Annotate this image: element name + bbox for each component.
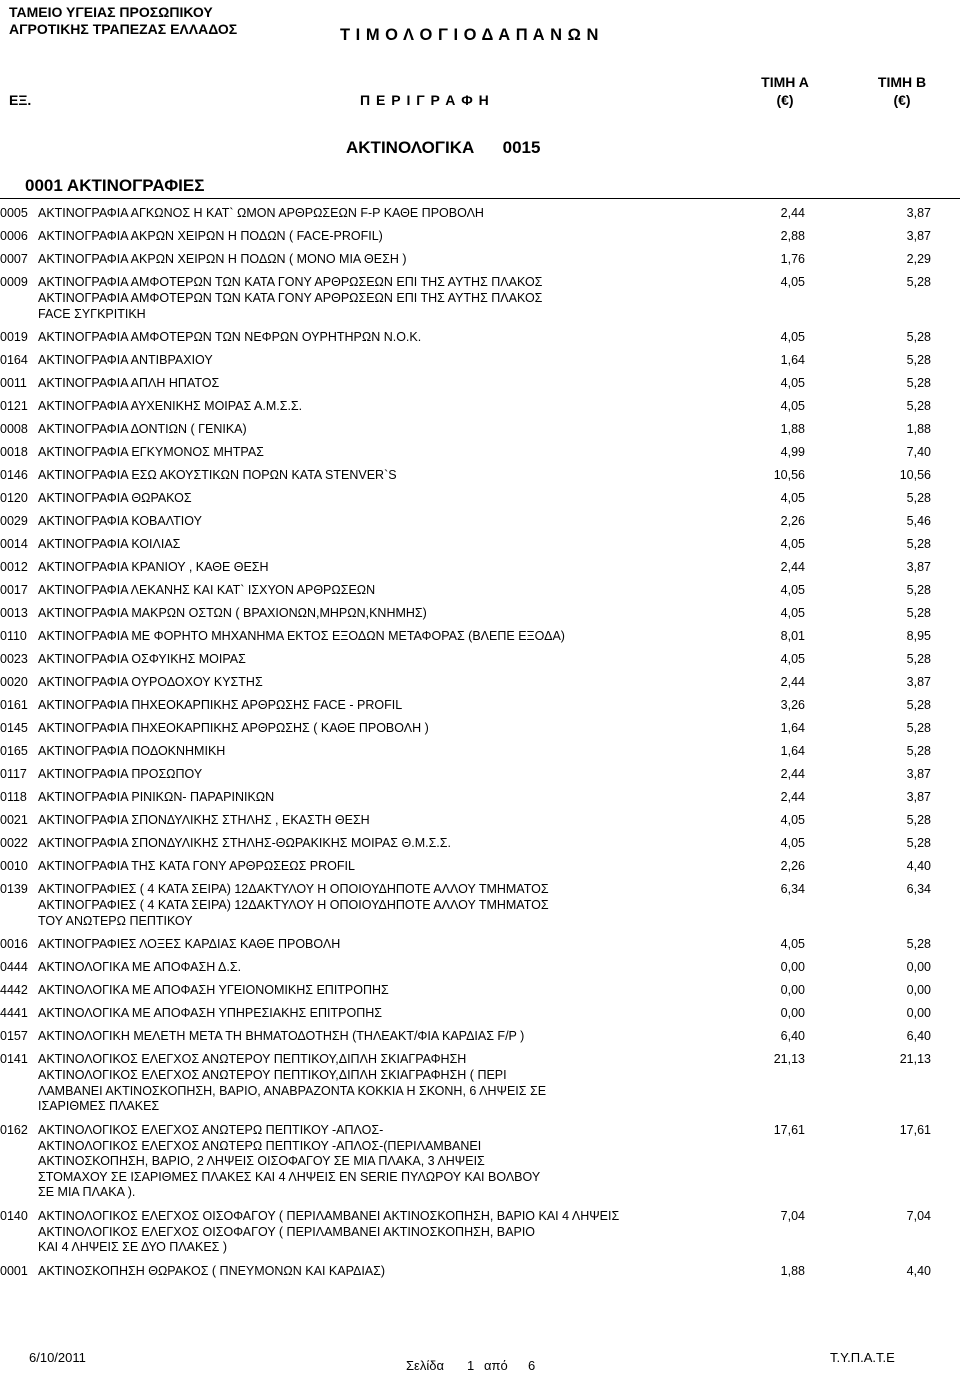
- item-code: 0165: [0, 744, 28, 758]
- item-price-a: 2,26: [780, 859, 805, 873]
- item-price-b: 5,28: [906, 937, 931, 951]
- item-price-a: 4,05: [780, 583, 805, 597]
- item-price-b: 10,56: [899, 468, 931, 482]
- item-price-a: 21,13: [773, 1052, 805, 1066]
- item-price-b: 7,40: [906, 445, 931, 459]
- item-price-a: 0,00: [780, 1006, 805, 1020]
- item-price-a: 4,05: [780, 937, 805, 951]
- item-price-a: 2,44: [780, 675, 805, 689]
- item-price-b: 0,00: [906, 983, 931, 997]
- column-header-code: ΕΞ.: [9, 92, 32, 108]
- item-price-a: 6,40: [780, 1029, 805, 1043]
- item-description: ΑΚΤΙΝΟΓΡΑΦΙΑ ΑΚΡΩΝ ΧΕΙΡΩΝ Η ΠΟΔΩΝ ( ΜΟΝΟ ΜΙΑ ΘΕΣΗ ): [38, 252, 407, 266]
- item-code: 0013: [0, 606, 28, 620]
- item-price-b: 5,28: [906, 376, 931, 390]
- item-price-b: 4,40: [906, 859, 931, 873]
- item-price-a: 0,00: [780, 983, 805, 997]
- item-price-a: 4,05: [780, 652, 805, 666]
- footer-page-of: από: [484, 1358, 508, 1373]
- item-extended-description: ΑΚΤΙΝΟΓΡΑΦΙΕΣ ( 4 ΚΑΤΑ ΣΕΙΡΑ) 12ΔΑΚΤΥΛΟΥ Η ΟΠΟΙΟΥΔΗΠΟΤΕ ΑΛΛΟΥ ΤΜΗΜΑΤΟΣ: [38, 898, 549, 912]
- item-code: 0006: [0, 229, 28, 243]
- item-price-a: 1,64: [780, 353, 805, 367]
- item-price-a: 4,05: [780, 813, 805, 827]
- item-description: ΑΚΤΙΝΟΓΡΑΦΙΑ ΑΠΛΗ ΗΠΑΤΟΣ: [38, 376, 220, 390]
- item-code: 0016: [0, 937, 28, 951]
- org-name-line-1: ΤΑΜΕΙΟ ΥΓΕΙΑΣ ΠΡΟΣΩΠΙΚΟΥ: [9, 4, 213, 20]
- item-price-b: 7,04: [906, 1208, 931, 1223]
- item-description: ΑΚΤΙΝΟΛΟΓΙΚΟΣ ΕΛΕΓΧΟΣ ΑΝΩΤΕΡΟΥ ΠΕΠΤΙΚΟΥ,ΔΙΠΛΗ ΣΚΙΑΓΡΑΦΗΣΗ: [38, 1052, 467, 1066]
- item-code: 0009: [0, 275, 28, 289]
- item-description: ΑΚΤΙΝΟΓΡΑΦΙΑ ΠΗΧΕΟΚΑΡΠΙΚΗΣ ΑΡΘΡΩΣΗΣ ( ΚΑΘΕ ΠΡΟΒΟΛΗ ): [38, 721, 429, 735]
- item-code: 0139: [0, 882, 28, 896]
- item-price-b: 5,28: [906, 836, 931, 850]
- item-price-b: 5,28: [906, 537, 931, 551]
- item-price-b: 3,87: [906, 206, 931, 220]
- item-description: ΑΚΤΙΝΟΓΡΑΦΙΑ ΠΗΧΕΟΚΑΡΠΙΚΗΣ ΑΡΘΡΩΣΗΣ FACE - PROFIL: [38, 698, 403, 712]
- item-price-a: 2,44: [780, 767, 805, 781]
- footer-org-abbrev: Τ.Υ.Π.Α.Τ.Ε: [830, 1350, 895, 1365]
- item-code: 0029: [0, 514, 28, 528]
- item-description: ΑΚΤΙΝΟΓΡΑΦΙΑ ΑΥΧΕΝΙΚΗΣ ΜΟΙΡΑΣ Α.Μ.Σ.Σ.: [38, 399, 303, 413]
- item-code: 0005: [0, 206, 28, 220]
- item-code: 4442: [0, 983, 28, 997]
- item-description: ΑΚΤΙΝΟΓΡΑΦΙΑ ΟΣΦΥΙΚΗΣ ΜΟΙΡΑΣ: [38, 652, 246, 666]
- item-code: 0021: [0, 813, 28, 827]
- item-price-b: 3,87: [906, 560, 931, 574]
- item-description: ΑΚΤΙΝΟΛΟΓΙΚΑ ΜΕ ΑΠΟΦΑΣΗ Δ.Σ.: [38, 960, 242, 974]
- item-code: 0008: [0, 422, 28, 436]
- item-extended-description: ΣΤΟΜΑΧΟΥ ΣΕ ΙΣΑΡΙΘΜΕΣ ΠΛΑΚΕΣ ΚΑΙ 4 ΛΗΨΕΙΣ ΕΝ SERIE ΠΥΛΩΡΟΥ ΚΑΙ ΒΟΛΒΟΥ: [38, 1169, 541, 1184]
- item-description: ΑΚΤΙΝΟΓΡΑΦΙΑ ΚΟΒΑΛΤΙΟΥ: [38, 514, 202, 528]
- item-price-b: 5,28: [906, 353, 931, 367]
- item-price-b: 3,87: [906, 767, 931, 781]
- item-price-a: 4,05: [780, 836, 805, 850]
- column-header-price-b-unit: (€): [893, 92, 911, 108]
- item-description: ΑΚΤΙΝΟΓΡΑΦΙΑ ΑΓΚΩΝΟΣ Η ΚΑΤ` ΩΜΟΝ ΑΡΘΡΩΣΕΩΝ F-P ΚΑΘΕ ΠΡΟΒΟΛΗ: [38, 206, 484, 220]
- item-description: ΑΚΤΙΝΟΓΡΑΦΙΑ ΡΙΝΙΚΩΝ- ΠΑΡΑΡΙΝΙΚΩΝ: [38, 790, 275, 804]
- item-price-b: 3,87: [906, 229, 931, 243]
- item-extended-description: ΑΚΤΙΝΟΣΚΟΠΗΣΗ, ΒΑΡΙΟ, 2 ΛΗΨΕΙΣ ΟΙΣΟΦΑΓΟΥ ΣΕ ΜΙΑ ΠΛΑΚΑ, 3 ΛΗΨΕΙΣ: [38, 1154, 485, 1168]
- item-price-b: 5,28: [906, 721, 931, 735]
- item-price-a: 1,88: [780, 422, 805, 436]
- item-description: ΑΚΤΙΝΟΓΡΑΦΙΑ ΕΓΚΥΜΟΝΟΣ ΜΗΤΡΑΣ: [38, 445, 264, 459]
- item-price-a: 4,05: [780, 491, 805, 505]
- item-extended-description: ΤΟΥ ΑΝΩΤΕΡΩ ΠΕΠΤΙΚΟΥ: [38, 913, 193, 928]
- item-extended-description: ΑΚΤΙΝΟΛΟΓΙΚΟΣ ΕΛΕΓΧΟΣ ΟΙΣΟΦΑΓΟΥ ( ΠΕΡΙΛΑΜΒΑΝΕΙ ΑΚΤΙΝΟΣΚΟΠΗΣΗ, ΒΑΡΙΟ: [38, 1224, 536, 1239]
- item-price-a: 2,88: [780, 229, 805, 243]
- item-price-a: 3,26: [780, 698, 805, 712]
- item-extended-description: ΑΚΤΙΝΟΛΟΓΙΚΟΣ ΕΛΕΓΧΟΣ ΑΝΩΤΕΡΟΥ ΠΕΠΤΙΚΟΥ,ΔΙΠΛΗ ΣΚΙΑΓΡΑΦΗΣΗ ( ΠΕΡΙ: [38, 1068, 507, 1082]
- item-price-a: 2,44: [780, 206, 805, 220]
- item-description: ΑΚΤΙΝΟΓΡΑΦΙΑ ΤΗΣ ΚΑΤΑ ΓΟΝΥ ΑΡΘΡΩΣΕΩΣ PROFIL: [38, 859, 355, 873]
- item-price-a: 10,56: [773, 468, 805, 482]
- item-price-b: 0,00: [906, 960, 931, 974]
- item-price-b: 21,13: [899, 1052, 931, 1066]
- item-description: ΑΚΤΙΝΟΓΡΑΦΙΕΣ ΛΟΞΕΣ ΚΑΡΔΙΑΣ ΚΑΘΕ ΠΡΟΒΟΛΗ: [38, 937, 341, 951]
- item-description: ΑΚΤΙΝΟΓΡΑΦΙΑ ΠΟΔΟΚΝΗΜΙΚΗ: [38, 744, 226, 758]
- item-description: ΑΚΤΙΝΟΓΡΑΦΙΑ ΑΜΦΟΤΕΡΩΝ ΤΩΝ ΝΕΦΡΩΝ ΟΥΡΗΤΗΡΩΝ Ν.Ο.Κ.: [38, 330, 422, 344]
- item-price-a: 1,76: [780, 252, 805, 266]
- item-price-a: 1,64: [780, 744, 805, 758]
- item-code: 0007: [0, 252, 28, 266]
- item-extended-description: FACE ΣΥΓΚΡΙΤΙΚΗ: [38, 306, 146, 321]
- item-description: ΑΚΤΙΝΟΣΚΟΠΗΣΗ ΘΩΡΑΚΟΣ ( ΠΝΕΥΜΟΝΩΝ ΚΑΙ ΚΑΡΔΙΑΣ): [38, 1263, 386, 1278]
- item-extended-description: ΙΣΑΡΙΘΜΕΣ ΠΛΑΚΕΣ: [38, 1099, 160, 1113]
- item-price-b: 1,88: [906, 422, 931, 436]
- item-code: 0141: [0, 1052, 28, 1066]
- item-price-b: 5,28: [906, 813, 931, 827]
- item-code: 0117: [0, 767, 27, 781]
- item-description: ΑΚΤΙΝΟΓΡΑΦΙΑ ΜΑΚΡΩΝ ΟΣΤΩΝ ( ΒΡΑΧΙΟΝΩΝ,ΜΗΡΩΝ,ΚΝΗΜΗΣ): [38, 606, 427, 620]
- item-description: ΑΚΤΙΝΟΛΟΓΙΚΑ ΜΕ ΑΠΟΦΑΣΗ ΥΓΕΙΟΝΟΜΙΚΗΣ ΕΠΙΤΡΟΠΗΣ: [38, 983, 389, 997]
- item-description: ΑΚΤΙΝΟΛΟΓΙΚΑ ΜΕ ΑΠΟΦΑΣΗ ΥΠΗΡΕΣΙΑΚΗΣ ΕΠΙΤΡΟΠΗΣ: [38, 1006, 382, 1020]
- item-code: 0019: [0, 330, 28, 344]
- item-description: ΑΚΤΙΝΟΓΡΑΦΙΑ ΠΡΟΣΩΠΟΥ: [38, 767, 203, 781]
- item-code: 0164: [0, 353, 28, 367]
- column-header-price-a: ΤΙΜΗ Α: [761, 74, 809, 90]
- item-price-a: 2,44: [780, 560, 805, 574]
- item-description: ΑΚΤΙΝΟΛΟΓΙΚΗ ΜΕΛΕΤΗ ΜΕΤΑ ΤΗ ΒΗΜΑΤΟΔΟΤΗΣΗ (ΤΗΛΕΑΚΤ/ΦΙΑ ΚΑΡΔΙΑΣ F/P ): [38, 1029, 525, 1043]
- column-header-price-a-unit: (€): [776, 92, 794, 108]
- item-price-a: 4,05: [780, 537, 805, 551]
- item-description: ΑΚΤΙΝΟΓΡΑΦΙΑ ΣΠΟΝΔΥΛΙΚΗΣ ΣΤΗΛΗΣ-ΘΩΡΑΚΙΚΗΣ ΜΟΙΡΑΣ Θ.Μ.Σ.Σ.: [38, 836, 451, 850]
- item-description: ΑΚΤΙΝΟΛΟΓΙΚΟΣ ΕΛΕΓΧΟΣ ΑΝΩΤΕΡΩ ΠΕΠΤΙΚΟΥ -ΑΠΛΟΣ-: [38, 1122, 384, 1137]
- item-description: ΑΚΤΙΝΟΓΡΑΦΙΑ ΛΕΚΑΝΗΣ ΚΑΙ ΚΑΤ` ΙΣΧΥΟΝ ΑΡΘΡΩΣΕΩΝ: [38, 583, 376, 597]
- section-title: ΑΚΤΙΝΟΛΟΓΙΚΑ 0015: [346, 138, 541, 157]
- item-price-b: 6,34: [906, 882, 931, 896]
- item-price-b: 0,00: [906, 1006, 931, 1020]
- item-description: ΑΚΤΙΝΟΓΡΑΦΙΑ ΘΩΡΑΚΟΣ: [38, 491, 192, 505]
- column-header-price-b: ΤΙΜΗ Β: [877, 74, 927, 90]
- item-price-a: 4,99: [780, 445, 805, 459]
- item-price-b: 5,28: [906, 744, 931, 758]
- item-price-b: 3,87: [906, 675, 931, 689]
- item-price-b: 5,46: [906, 514, 931, 528]
- item-price-b: 4,40: [906, 1263, 931, 1278]
- item-code: 0140: [0, 1208, 28, 1223]
- item-price-b: 5,28: [906, 275, 931, 289]
- category-title: 0001 ΑΚΤΙΝΟΓΡΑΦΙΕΣ: [25, 176, 205, 195]
- item-price-b: 2,29: [906, 252, 931, 266]
- item-extended-description: ΛΑΜΒΑΝΕΙ ΑΚΤΙΝΟΣΚΟΠΗΣΗ, ΒΑΡΙΟ, ΑΝΑΒΡΑΖΟΝΤΑ ΚΟΚΚΙΑ Η ΣΚΟΝΗ, 6 ΛΗΨΕΙΣ ΣΕ: [38, 1083, 547, 1098]
- item-price-a: 7,04: [780, 1208, 805, 1223]
- item-price-b: 5,28: [906, 698, 931, 712]
- item-description: ΑΚΤΙΝΟΛΟΓΙΚΟΣ ΕΛΕΓΧΟΣ ΟΙΣΟΦΑΓΟΥ ( ΠΕΡΙΛΑΜΒΑΝΕΙ ΑΚΤΙΝΟΣΚΟΠΗΣΗ, ΒΑΡΙΟ ΚΑΙ 4 ΛΗΨΕΙΣ: [38, 1208, 620, 1223]
- footer-page-current: 1: [467, 1358, 475, 1373]
- item-code: 0020: [0, 675, 28, 689]
- item-description: ΑΚΤΙΝΟΓΡΑΦΙΕΣ ( 4 ΚΑΤΑ ΣΕΙΡΑ) 12ΔΑΚΤΥΛΟΥ Η ΟΠΟΙΟΥΔΗΠΟΤΕ ΑΛΛΟΥ ΤΜΗΜΑΤΟΣ: [38, 882, 549, 896]
- item-code: 0121: [0, 399, 28, 413]
- item-description: ΑΚΤΙΝΟΓΡΑΦΙΑ ΚΡΑΝΙΟΥ , ΚΑΘΕ ΘΕΣΗ: [38, 560, 269, 574]
- item-description: ΑΚΤΙΝΟΓΡΑΦΙΑ ΜΕ ΦΟΡΗΤΟ ΜΗΧΑΝΗΜΑ ΕΚΤΟΣ ΕΞΟΔΩΝ ΜΕΤΑΦΟΡΑΣ (ΒΛΕΠΕ ΕΞΟΔΑ): [38, 629, 565, 643]
- item-code: 0011: [0, 376, 27, 390]
- item-code: 0162: [0, 1122, 28, 1137]
- item-price-b: 8,95: [906, 629, 931, 643]
- item-price-a: 4,05: [780, 330, 805, 344]
- item-price-a: 1,64: [780, 721, 805, 735]
- item-description: ΑΚΤΙΝΟΓΡΑΦΙΑ ΕΣΩ ΑΚΟΥΣΤΙΚΩΝ ΠΟΡΩΝ ΚΑΤΑ STENVER`S: [38, 468, 397, 482]
- item-code: 0001: [0, 1263, 28, 1278]
- item-description: ΑΚΤΙΝΟΓΡΑΦΙΑ ΑΜΦΟΤΕΡΩΝ ΤΩΝ ΚΑΤΑ ΓΟΝΥ ΑΡΘΡΩΣΕΩΝ ΕΠΙ ΤΗΣ ΑΥΤΗΣ ΠΛΑΚΟΣ: [38, 275, 543, 289]
- item-extended-description: ΣΕ ΜΙΑ ΠΛΑΚΑ ).: [38, 1185, 136, 1199]
- item-price-a: 4,05: [780, 606, 805, 620]
- item-code: 0110: [0, 629, 27, 643]
- item-price-b: 5,28: [906, 399, 931, 413]
- item-description: ΑΚΤΙΝΟΓΡΑΦΙΑ ΑΝΤΙΒΡΑΧΙΟΥ: [38, 353, 213, 367]
- item-price-a: 1,88: [780, 1263, 805, 1278]
- item-price-a: 0,00: [780, 960, 805, 974]
- item-price-b: 5,28: [906, 330, 931, 344]
- org-name-line-2: ΑΓΡΟΤΙΚΗΣ ΤΡΑΠΕΖΑΣ ΕΛΛΑΔΟΣ: [9, 21, 238, 37]
- item-price-b: 17,61: [899, 1122, 931, 1137]
- item-price-a: 4,05: [780, 275, 805, 289]
- document-title: Τ Ι Μ Ο Λ Ο Γ Ι Ο Δ Α Π Α Ν Ω Ν: [340, 26, 599, 44]
- item-description: ΑΚΤΙΝΟΓΡΑΦΙΑ ΣΠΟΝΔΥΛΙΚΗΣ ΣΤΗΛΗΣ , ΕΚΑΣΤΗ ΘΕΣΗ: [38, 813, 370, 827]
- item-description: ΑΚΤΙΝΟΓΡΑΦΙΑ ΚΟΙΛΙΑΣ: [38, 537, 181, 551]
- item-price-a: 17,61: [773, 1122, 805, 1137]
- item-price-b: 5,28: [906, 652, 931, 666]
- item-code: 0161: [0, 698, 28, 712]
- item-code: 0145: [0, 721, 28, 735]
- item-code: 0146: [0, 468, 28, 482]
- item-price-b: 6,40: [906, 1029, 931, 1043]
- item-code: 0012: [0, 560, 28, 574]
- item-code: 0023: [0, 652, 28, 666]
- item-price-a: 4,05: [780, 399, 805, 413]
- item-code: 0022: [0, 836, 28, 850]
- footer-page-total: 6: [528, 1358, 536, 1373]
- item-code: 0120: [0, 491, 28, 505]
- item-extended-description: ΑΚΤΙΝΟΓΡΑΦΙΑ ΑΜΦΟΤΕΡΩΝ ΤΩΝ ΚΑΤΑ ΓΟΝΥ ΑΡΘΡΩΣΕΩΝ ΕΠΙ ΤΗΣ ΑΥΤΗΣ ΠΛΑΚΟΣ: [38, 291, 543, 305]
- item-code: 0017: [0, 583, 28, 597]
- item-code: 0118: [0, 790, 27, 804]
- item-price-a: 2,26: [780, 514, 805, 528]
- item-extended-description: ΚΑΙ 4 ΛΗΨΕΙΣ ΣΕ ΔΥΟ ΠΛΑΚΕΣ ): [38, 1240, 228, 1254]
- item-price-b: 5,28: [906, 606, 931, 620]
- footer-date: 6/10/2011: [29, 1350, 86, 1365]
- item-code: 0018: [0, 445, 28, 459]
- item-description: ΑΚΤΙΝΟΓΡΑΦΙΑ ΔΟΝΤΙΩΝ ( ΓΕΝΙΚΑ): [38, 422, 247, 436]
- item-price-b: 5,28: [906, 583, 931, 597]
- item-description: ΑΚΤΙΝΟΓΡΑΦΙΑ ΟΥΡΟΔΟΧΟΥ ΚΥΣΤΗΣ: [38, 675, 263, 689]
- item-price-a: 2,44: [780, 790, 805, 804]
- item-price-a: 4,05: [780, 376, 805, 390]
- item-code: 0444: [0, 960, 28, 974]
- item-price-a: 6,34: [780, 882, 805, 896]
- item-price-a: 8,01: [780, 629, 805, 643]
- item-code: 0014: [0, 537, 28, 551]
- item-price-b: 3,87: [906, 790, 931, 804]
- item-code: 0010: [0, 859, 28, 873]
- item-code: 0157: [0, 1029, 28, 1043]
- column-header-description: Π Ε Ρ Ι Γ Ρ Α Φ Η: [360, 92, 490, 108]
- footer-page-label: Σελίδα: [406, 1358, 444, 1373]
- item-extended-description: ΑΚΤΙΝΟΛΟΓΙΚΟΣ ΕΛΕΓΧΟΣ ΑΝΩΤΕΡΩ ΠΕΠΤΙΚΟΥ -ΑΠΛΟΣ-(ΠΕΡΙΛΑΜΒΑΝΕΙ: [38, 1138, 482, 1153]
- item-price-b: 5,28: [906, 491, 931, 505]
- item-code: 4441: [0, 1006, 28, 1020]
- item-description: ΑΚΤΙΝΟΓΡΑΦΙΑ ΑΚΡΩΝ ΧΕΙΡΩΝ Η ΠΟΔΩΝ ( FACE-PROFIL): [38, 229, 383, 243]
